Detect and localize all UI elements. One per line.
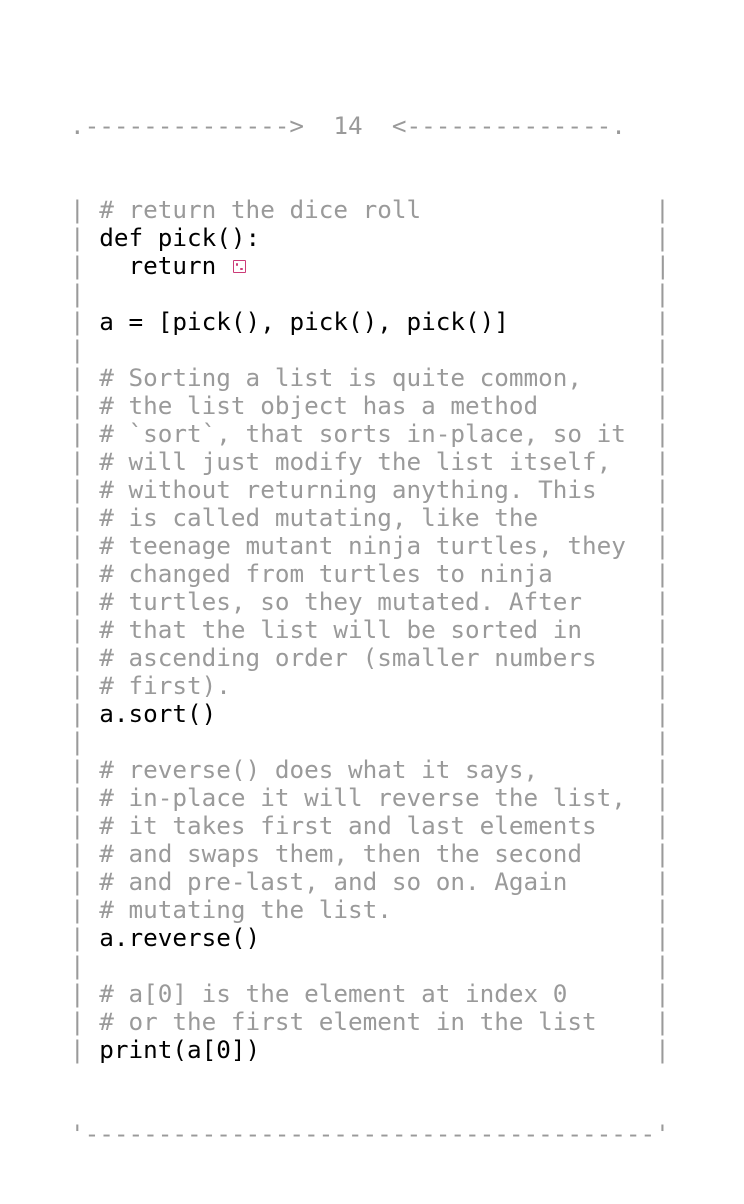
right-border: | [655, 447, 670, 476]
code-body [70, 196, 675, 1064]
left-border: | [70, 223, 85, 252]
line-text: # a[0] is the element at index 0 [99, 979, 568, 1008]
line-text: a.sort() [99, 699, 217, 728]
blank-line [70, 280, 675, 308]
left-border: | [70, 671, 85, 700]
left-border: | [70, 559, 85, 588]
line-text: # that the list will be sorted in [99, 615, 583, 644]
right-border: | [655, 587, 670, 616]
left-border: | [70, 391, 85, 420]
comment-line [70, 756, 675, 784]
right-border: | [655, 979, 670, 1008]
left-border: | [70, 475, 85, 504]
left-border: | [70, 279, 85, 308]
left-border: | [70, 979, 85, 1008]
right-border: | [655, 503, 670, 532]
right-border: | [655, 867, 670, 896]
header-right-rule: <--------------. [391, 111, 626, 140]
code-card [70, 56, 675, 1204]
left-border: | [70, 587, 85, 616]
code-line [70, 224, 675, 252]
right-border: | [655, 307, 670, 336]
code-line [70, 1036, 675, 1064]
left-border: | [70, 1035, 85, 1064]
left-border: | [70, 699, 85, 728]
left-border: | [70, 923, 85, 952]
right-border: | [655, 643, 670, 672]
line-text: # without returning anything. This [99, 475, 597, 504]
right-border: | [655, 615, 670, 644]
right-border: | [655, 755, 670, 784]
right-border: | [655, 923, 670, 952]
left-border: | [70, 615, 85, 644]
line-text: # and swaps them, then the second [99, 839, 583, 868]
page-number: 14 [333, 111, 363, 140]
comment-line [70, 588, 675, 616]
comment-line [70, 476, 675, 504]
code-line [70, 700, 675, 728]
right-border: | [655, 699, 670, 728]
left-border: | [70, 447, 85, 476]
left-border: | [70, 307, 85, 336]
line-text: # mutating the list. [99, 895, 392, 924]
right-border: | [655, 391, 670, 420]
line-text: # the list object has a method [99, 391, 539, 420]
right-border: | [655, 335, 670, 364]
blank-line [70, 728, 675, 756]
left-border: | [70, 531, 85, 560]
comment-line [70, 672, 675, 700]
right-border: | [655, 195, 670, 224]
left-border: | [70, 839, 85, 868]
comment-line [70, 644, 675, 672]
line-text: # ascending order (smaller numbers [99, 643, 597, 672]
left-border: | [70, 335, 85, 364]
comment-line [70, 868, 675, 896]
right-border: | [655, 279, 670, 308]
comment-line [70, 392, 675, 420]
line-text: # or the first element in the list [99, 1007, 597, 1036]
comment-line [70, 616, 675, 644]
comment-line [70, 1008, 675, 1036]
blank-line [70, 952, 675, 980]
right-border: | [655, 363, 670, 392]
line-text: a = [pick(), pick(), pick()] [99, 307, 509, 336]
comment-line [70, 196, 675, 224]
line-text: # Sorting a list is quite common, [99, 363, 583, 392]
left-border: | [70, 811, 85, 840]
left-border: | [70, 951, 85, 980]
left-border: | [70, 1007, 85, 1036]
left-border: | [70, 727, 85, 756]
right-border: | [655, 783, 670, 812]
line-text: # it takes first and last elements [99, 811, 597, 840]
line-text: # will just modify the list itself, [99, 447, 612, 476]
right-border: | [655, 531, 670, 560]
line-text: # is called mutating, like the [99, 503, 539, 532]
right-border: | [655, 475, 670, 504]
left-border: | [70, 503, 85, 532]
comment-line [70, 420, 675, 448]
line-text: # teenage mutant ninja turtles, they [99, 531, 626, 560]
right-border: | [655, 1035, 670, 1064]
blank-line [70, 336, 675, 364]
comment-line [70, 504, 675, 532]
line-text: def pick(): [99, 223, 261, 252]
right-border: | [655, 951, 670, 980]
comment-line [70, 980, 675, 1008]
line-text: # reverse() does what it says, [99, 755, 539, 784]
left-border: | [70, 783, 85, 812]
left-border: | [70, 755, 85, 784]
line-text: # in-place it will reverse the list, [99, 783, 626, 812]
right-border: | [655, 419, 670, 448]
line-text: print(a[0]) [99, 1035, 261, 1064]
line-text: # return the dice roll [99, 195, 422, 224]
header-rule [70, 112, 675, 140]
left-border: | [70, 363, 85, 392]
left-border: | [70, 895, 85, 924]
comment-line [70, 364, 675, 392]
right-border: | [655, 839, 670, 868]
comment-line [70, 896, 675, 924]
right-border: | [655, 671, 670, 700]
line-text: a.reverse() [99, 923, 261, 952]
line-text: # turtles, so they mutated. After [99, 587, 583, 616]
code-line [70, 308, 675, 336]
right-border: | [655, 895, 670, 924]
code-line [70, 252, 675, 280]
line-text: # `sort`, that sorts in-place, so it [99, 419, 626, 448]
header-left-rule: .--------------> [70, 111, 305, 140]
footer-rule: '---------------------------------------' [70, 1119, 670, 1148]
left-border: | [70, 643, 85, 672]
line-text: # first). [99, 671, 231, 700]
comment-line [70, 784, 675, 812]
comment-line [70, 840, 675, 868]
line-text: # and pre-last, and so on. Again [99, 867, 568, 896]
code-line [70, 924, 675, 952]
right-border: | [655, 727, 670, 756]
line-text: # changed from turtles to ninja [99, 559, 553, 588]
left-border: | [70, 251, 85, 280]
right-border: | [655, 1007, 670, 1036]
comment-line [70, 448, 675, 476]
left-border: | [70, 195, 85, 224]
comment-line [70, 560, 675, 588]
right-border: | [655, 811, 670, 840]
right-border: | [655, 223, 670, 252]
dice-icon [233, 260, 246, 273]
right-border: | [655, 559, 670, 588]
left-border: | [70, 867, 85, 896]
right-border: | [655, 251, 671, 280]
comment-line [70, 532, 675, 560]
left-border: | [70, 419, 85, 448]
comment-line [70, 812, 675, 840]
line-text: return [99, 251, 231, 280]
